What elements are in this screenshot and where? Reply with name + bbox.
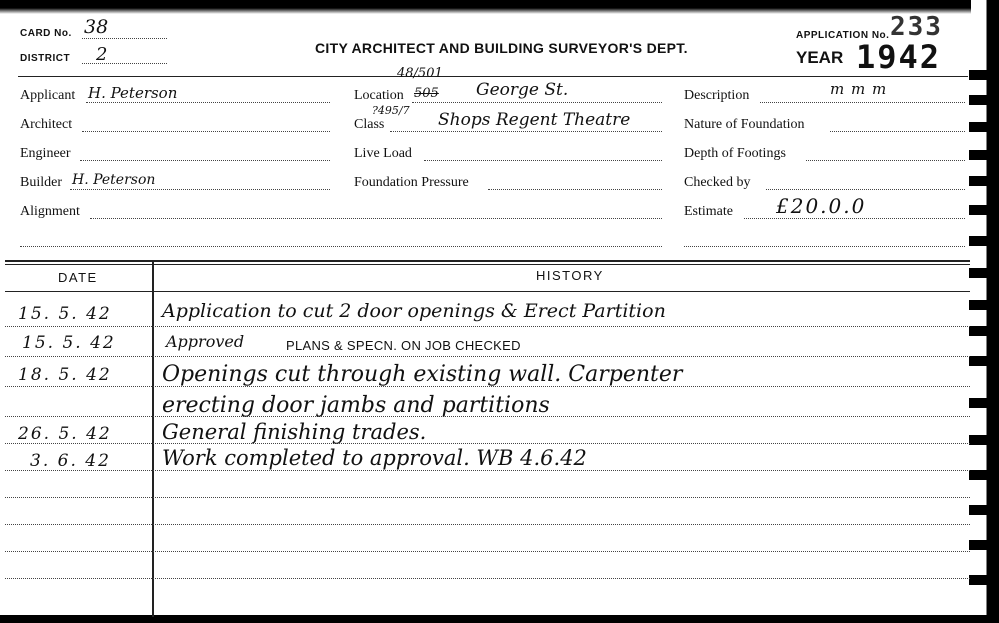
- table-line: [5, 524, 970, 525]
- nature-foundation-label: Nature of Foundation: [684, 117, 805, 132]
- year-label: YEAR: [796, 48, 844, 67]
- depth-footings-label: Depth of Footings: [684, 146, 786, 161]
- foundation-pressure-label: Foundation Pressure: [354, 175, 469, 190]
- row-6-date: 3. 6. 42: [30, 451, 111, 471]
- department-title: CITY ARCHITECT AND BUILDING SURVEYOR'S DEPT.: [315, 40, 688, 56]
- district-line: [82, 63, 167, 64]
- row-3-date: 18. 5. 42: [18, 365, 112, 385]
- table-line: [5, 356, 970, 357]
- applicant-line: [86, 102, 330, 103]
- blank-line-2: [684, 246, 965, 247]
- card-no-label: CARD No.: [20, 28, 72, 39]
- row-1-entry: Application to cut 2 door openings & Erect Partition: [162, 300, 666, 322]
- nature-foundation-line: [830, 131, 965, 132]
- builder-value: H. Peterson: [72, 172, 156, 188]
- checked-by-line: [766, 189, 965, 190]
- alignment-line: [90, 218, 662, 219]
- row-3-entry: Openings cut through existing wall. Carpenter: [162, 362, 683, 387]
- location-struck: 505: [414, 86, 439, 101]
- district-label: DISTRICT: [20, 53, 71, 64]
- description-line: [760, 102, 965, 103]
- engineer-line: [80, 160, 330, 161]
- estimate-line: [744, 218, 965, 219]
- applicant-value: H. Peterson: [88, 84, 178, 102]
- location-line: [412, 102, 662, 103]
- applicant-label: Applicant: [20, 88, 76, 103]
- scan-bottom-border: [0, 615, 999, 623]
- estimate-label: Estimate: [684, 204, 733, 219]
- alignment-label: Alignment: [20, 204, 80, 219]
- row-1-date: 15. 5. 42: [18, 304, 112, 324]
- row-2-entry-hand: Approved: [166, 332, 245, 351]
- row-5-entry: General finishing trades.: [162, 420, 427, 444]
- description-label: Description: [684, 88, 750, 103]
- class-number: ?495/7: [372, 104, 410, 117]
- description-value: m m m: [830, 80, 888, 98]
- foundation-pressure-line: [488, 189, 662, 190]
- table-top-rule: [5, 260, 970, 262]
- table-header-rule: [5, 291, 970, 292]
- checked-by-label: Checked by: [684, 175, 751, 190]
- engineer-label: Engineer: [20, 146, 71, 161]
- district-value: 2: [96, 44, 108, 65]
- table-line: [5, 326, 970, 327]
- depth-footings-line: [806, 160, 965, 161]
- table-line: [5, 470, 970, 471]
- table-column-divider: [152, 262, 154, 617]
- card-no-value: 38: [84, 16, 109, 38]
- location-value: George St.: [476, 80, 569, 100]
- location-label: Location: [354, 88, 404, 103]
- row-4-entry: erecting door jambs and partitions: [162, 393, 550, 418]
- live-load-label: Live Load: [354, 146, 412, 161]
- date-column-header: DATE: [58, 270, 98, 285]
- class-label: Class: [354, 117, 385, 132]
- table-line: [5, 551, 970, 552]
- class-value: Shops Regent Theatre: [438, 110, 631, 130]
- row-2-entry-printed: PLANS & SPECN. ON JOB CHECKED: [286, 338, 521, 353]
- blank-line-1: [20, 246, 662, 247]
- class-line: [390, 131, 662, 132]
- location-number: 48/501: [397, 66, 443, 81]
- application-label: APPLICATION No.: [796, 30, 890, 41]
- table-top-rule-2: [5, 264, 970, 265]
- architect-label: Architect: [20, 117, 73, 132]
- table-line: [5, 497, 970, 498]
- live-load-line: [424, 160, 662, 161]
- row-5-date: 26. 5. 42: [18, 424, 112, 444]
- builder-label: Builder: [20, 175, 62, 190]
- scan-top-shadow: [0, 8, 999, 14]
- year-value: 1942: [856, 38, 942, 76]
- row-6-entry: Work completed to approval. WB 4.6.42: [162, 446, 587, 470]
- header-rule: [18, 76, 968, 77]
- row-2-date: 15. 5. 42: [22, 333, 116, 353]
- table-line: [5, 443, 970, 444]
- card-no-line: [82, 38, 167, 39]
- builder-line: [70, 189, 330, 190]
- scan-right-perforation: [959, 0, 999, 623]
- application-number: 233: [890, 12, 943, 42]
- architect-line: [82, 131, 330, 132]
- estimate-value: £20.0.0: [776, 194, 867, 218]
- table-line: [5, 578, 970, 579]
- history-column-header: HISTORY: [536, 268, 604, 283]
